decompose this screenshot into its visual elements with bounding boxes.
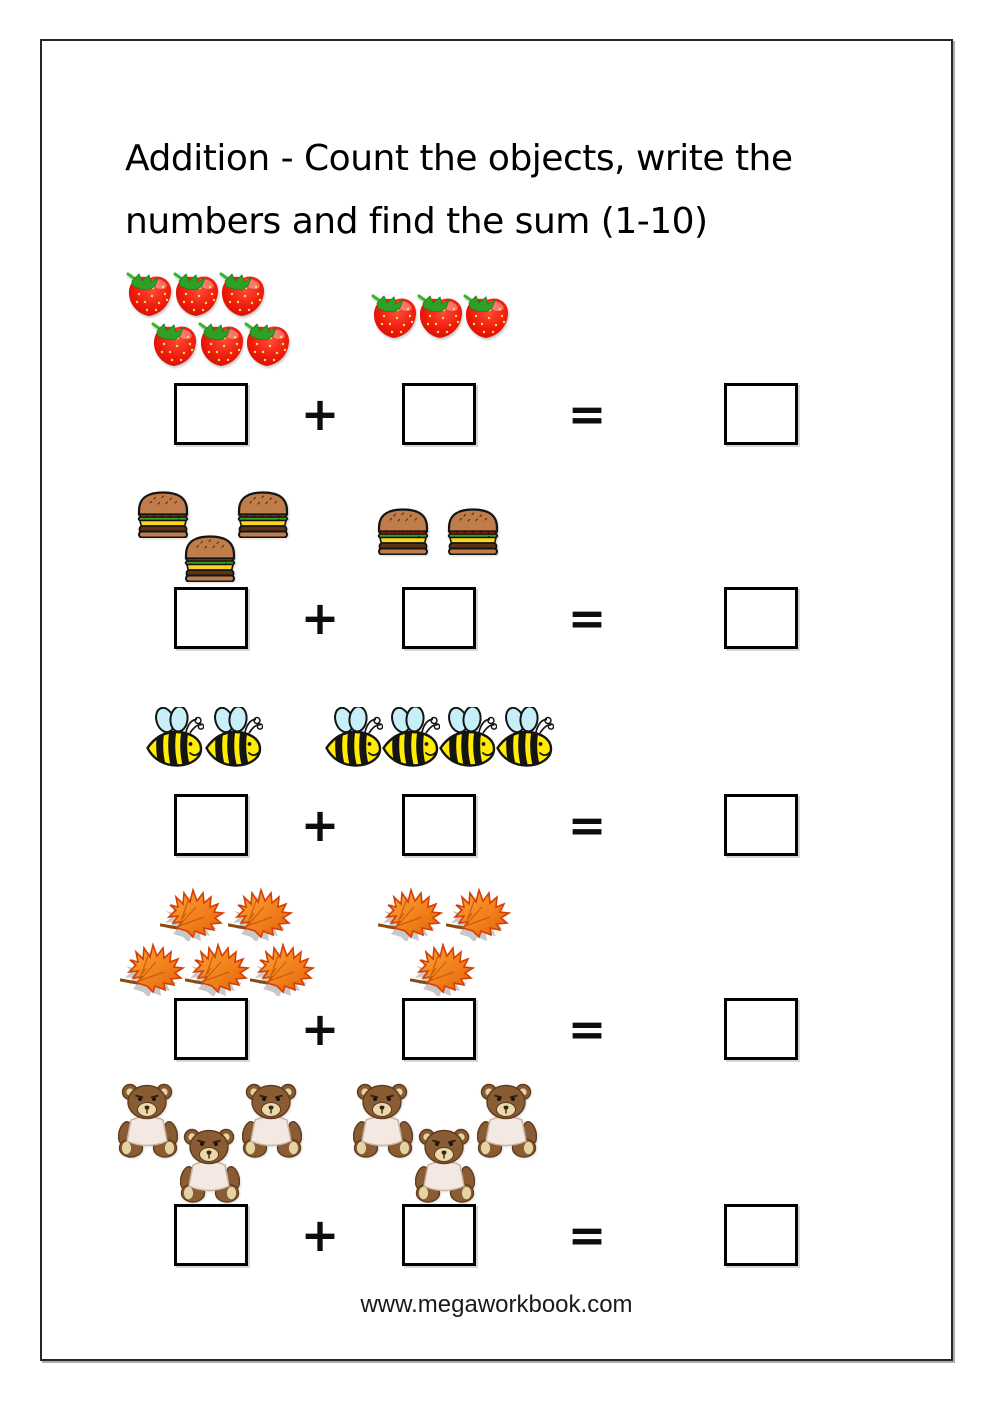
bee-icon bbox=[496, 707, 554, 769]
worksheet-title-line2: numbers and find the sum (1-10) bbox=[125, 201, 708, 242]
sum-box[interactable] bbox=[724, 794, 798, 856]
bee-icon bbox=[325, 707, 383, 769]
addend1-box[interactable] bbox=[174, 383, 248, 445]
addend1-box[interactable] bbox=[174, 998, 248, 1060]
equals-sign: = bbox=[567, 387, 607, 441]
strawberry-icon bbox=[243, 322, 293, 368]
leaf-icon bbox=[410, 942, 476, 996]
sum-box[interactable] bbox=[724, 1204, 798, 1266]
leaf-icon bbox=[228, 887, 294, 941]
leaf-icon bbox=[446, 887, 512, 941]
bee-icon bbox=[205, 707, 263, 769]
website-text: www.megaworkbook.com bbox=[360, 1291, 633, 1318]
burger-icon bbox=[182, 534, 238, 582]
teddy-bear-icon bbox=[415, 1127, 475, 1203]
addend2-box[interactable] bbox=[402, 383, 476, 445]
leaf-icon bbox=[185, 942, 251, 996]
addend2-box[interactable] bbox=[402, 587, 476, 649]
addend1-box[interactable] bbox=[174, 794, 248, 856]
strawberry-icon bbox=[197, 322, 247, 368]
addend1-box[interactable] bbox=[174, 1204, 248, 1266]
addend1-box[interactable] bbox=[174, 587, 248, 649]
plus-sign: + bbox=[300, 1208, 340, 1262]
teddy-bear-icon bbox=[477, 1082, 537, 1158]
equals-sign: = bbox=[567, 1208, 607, 1262]
burger-icon bbox=[445, 507, 501, 555]
addend2-box[interactable] bbox=[402, 794, 476, 856]
equals-sign: = bbox=[567, 798, 607, 852]
addend2-box[interactable] bbox=[402, 998, 476, 1060]
strawberry-icon bbox=[172, 272, 222, 318]
plus-sign: + bbox=[300, 798, 340, 852]
teddy-bear-icon bbox=[242, 1082, 302, 1158]
teddy-bear-icon bbox=[353, 1082, 413, 1158]
bee-icon bbox=[382, 707, 440, 769]
strawberry-icon bbox=[218, 272, 268, 318]
plus-sign: + bbox=[300, 387, 340, 441]
strawberry-icon bbox=[462, 294, 512, 340]
leaf-icon bbox=[160, 887, 226, 941]
strawberry-icon bbox=[125, 272, 175, 318]
equals-sign: = bbox=[567, 591, 607, 645]
strawberry-icon bbox=[150, 322, 200, 368]
worksheet-title-line1: Addition - Count the objects, write the bbox=[125, 138, 793, 179]
burger-icon bbox=[235, 490, 291, 538]
bee-icon bbox=[146, 707, 204, 769]
plus-sign: + bbox=[300, 591, 340, 645]
addend2-box[interactable] bbox=[402, 1204, 476, 1266]
sum-box[interactable] bbox=[724, 998, 798, 1060]
worksheet-page bbox=[40, 39, 953, 1361]
worksheet-title bbox=[125, 127, 793, 253]
burger-icon bbox=[375, 507, 431, 555]
teddy-bear-icon bbox=[118, 1082, 178, 1158]
leaf-icon bbox=[378, 887, 444, 941]
bee-icon bbox=[439, 707, 497, 769]
sum-box[interactable] bbox=[724, 587, 798, 649]
strawberry-icon bbox=[370, 294, 420, 340]
sum-box[interactable] bbox=[724, 383, 798, 445]
equals-sign: = bbox=[567, 1002, 607, 1056]
strawberry-icon bbox=[416, 294, 466, 340]
teddy-bear-icon bbox=[180, 1127, 240, 1203]
leaf-icon bbox=[250, 942, 316, 996]
burger-icon bbox=[135, 490, 191, 538]
leaf-icon bbox=[120, 942, 186, 996]
plus-sign: + bbox=[300, 1002, 340, 1056]
